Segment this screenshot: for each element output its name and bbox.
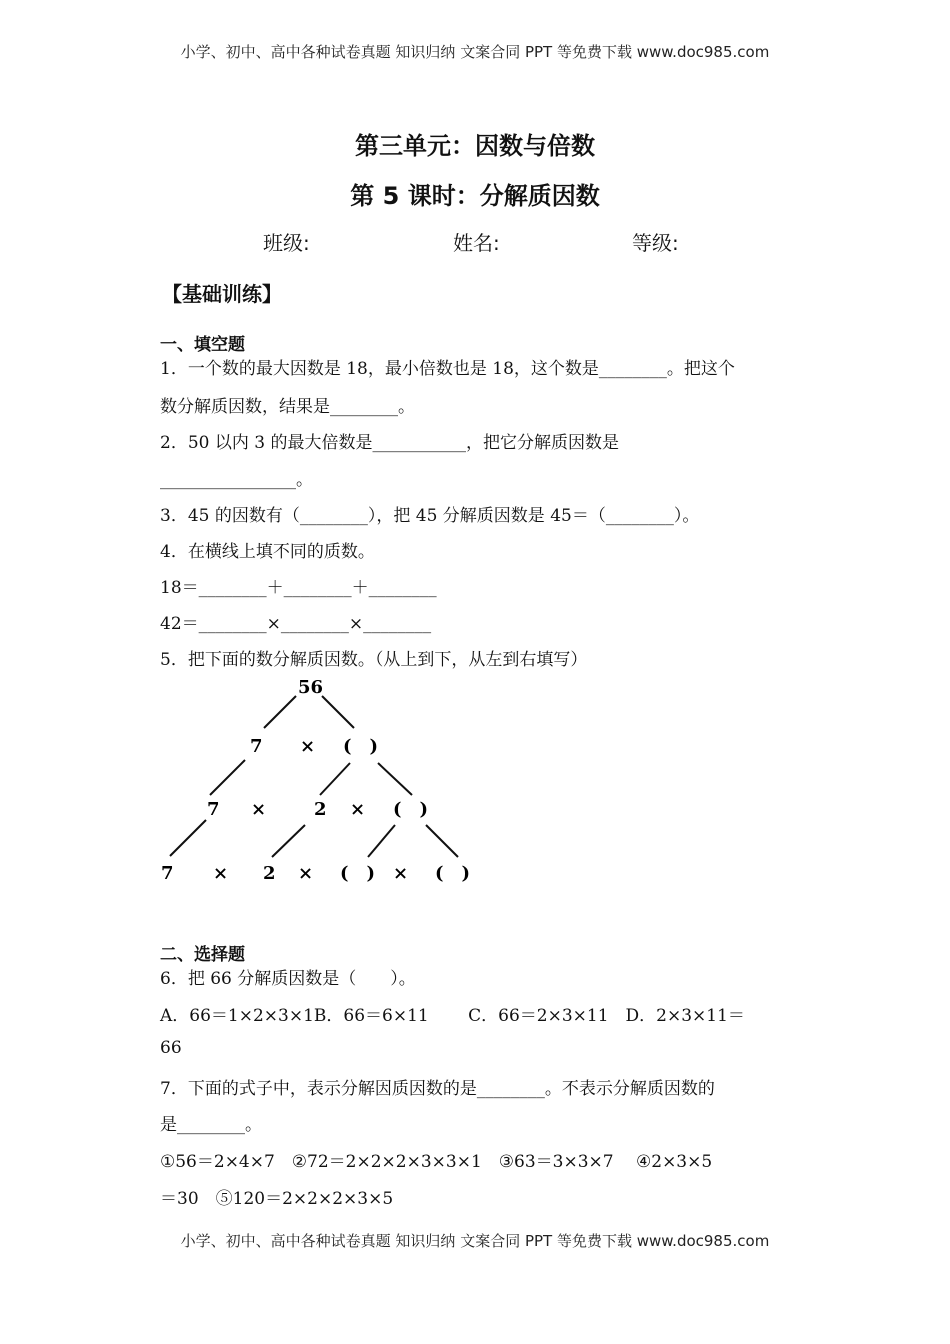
- question-7-expressions-2: ＝30 ⑤120＝2×2×2×3×5: [160, 1189, 394, 1209]
- tree-branch: [272, 825, 305, 857]
- question-4-sum: 18＝________＋________＋________: [160, 578, 437, 598]
- question-7-line-1: 7．下面的式子中，表示分解因质因数的是________。不表示分解质因数的: [160, 1079, 715, 1099]
- tree-branch: [378, 763, 412, 795]
- question-6: 6．把 66 分解质因数是（ ）。: [160, 969, 416, 989]
- question-2-line-1: 2．50 以内 3 的最大倍数是___________，把它分解质因数是: [160, 433, 619, 453]
- tree-branch: [368, 825, 395, 857]
- tree-r3-times: ×: [213, 863, 229, 884]
- question-2-line-2: ________________。: [160, 470, 313, 490]
- tree-r1-blank: ( ): [343, 736, 379, 757]
- tree-r3-times: ×: [393, 863, 409, 884]
- tree-r2-blank: ( ): [393, 799, 429, 820]
- tree-r1-times: ×: [300, 736, 316, 757]
- tree-branch: [210, 760, 245, 795]
- lesson-title: 第 5 课时：分解质因数: [350, 182, 600, 210]
- tree-r2-times: ×: [251, 799, 267, 820]
- tree-branch: [264, 696, 296, 728]
- question-4: 4．在横线上填不同的质数。: [160, 542, 375, 562]
- tree-r3-blank: ( ): [340, 863, 376, 884]
- unit-title: 第三单元：因数与倍数: [355, 132, 595, 160]
- tree-r3-factor: 2: [263, 863, 276, 884]
- question-1-line-1: 1．一个数的最大因数是 18，最小倍数也是 18，这个数是________。把这个: [160, 359, 735, 379]
- question-6-options: A．66＝1×2×3×1B．66＝6×11 C．66＝2×3×11 D．2×3×11＝: [160, 1006, 745, 1026]
- tree-r2-times: ×: [350, 799, 366, 820]
- tree-root: 56: [298, 677, 324, 698]
- class-label: 班级:: [263, 231, 310, 255]
- page-header: 小学、初中、高中各种试卷真题 知识归纳 文案合同 PPT 等免费下载 www.doc985.com: [180, 43, 770, 61]
- question-4-product: 42＝________×________×________: [160, 614, 432, 634]
- tree-r2-factor: 2: [314, 799, 327, 820]
- tree-branch: [170, 820, 206, 856]
- page-footer: 小学、初中、高中各种试卷真题 知识归纳 文案合同 PPT 等免费下载 www.doc985.com: [180, 1232, 770, 1250]
- grade-label: 等级:: [632, 231, 679, 255]
- tree-branch: [426, 825, 458, 857]
- question-3: 3．45 的因数有（________），把 45 分解质因数是 45＝（________）。: [160, 506, 700, 526]
- section-basic-training: 【基础训练】: [162, 282, 282, 306]
- part-fill-blank: 一、填空题: [160, 335, 245, 355]
- tree-branch: [322, 696, 354, 728]
- tree-branch: [320, 763, 350, 795]
- tree-r3-blank: ( ): [435, 863, 471, 884]
- factor-tree: [150, 670, 490, 890]
- name-label: 姓名:: [453, 231, 500, 255]
- tree-r3-times: ×: [298, 863, 314, 884]
- question-7-line-2: 是________。: [160, 1115, 262, 1135]
- tree-r3-factor: 7: [161, 863, 174, 884]
- tree-r1-factor: 7: [250, 736, 263, 757]
- tree-r2-factor: 7: [207, 799, 220, 820]
- question-1-line-2: 数分解质因数，结果是________。: [160, 397, 415, 417]
- question-7-expressions-1: ①56＝2×4×7 ②72＝2×2×2×3×3×1 ③63＝3×3×7 ④2×3×5: [160, 1152, 713, 1172]
- question-6-options-cont: 66: [160, 1038, 182, 1058]
- question-5: 5．把下面的数分解质因数。（从上到下，从左到右填写）: [160, 650, 588, 670]
- part-multiple-choice: 二、选择题: [160, 945, 245, 965]
